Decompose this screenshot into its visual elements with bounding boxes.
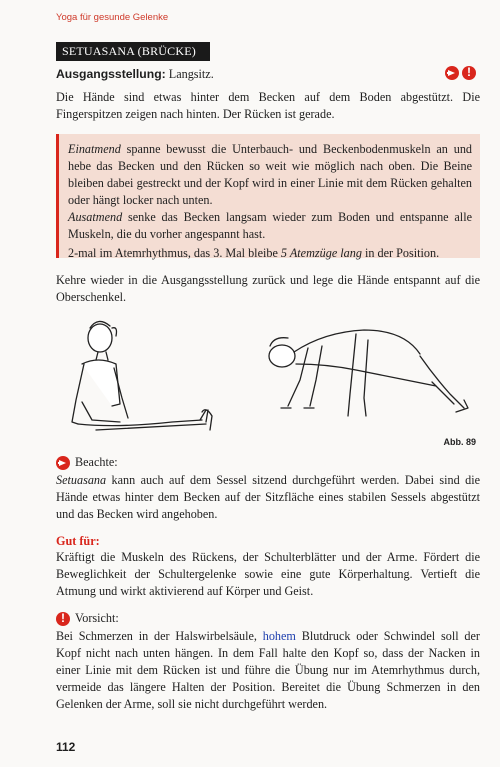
note-term: Setuasana — [56, 473, 107, 487]
inhale-text: spanne bewusst die Unterbauch- und Beckenbodenmuskeln an und hebe das Becken und den Rücken so weit wie möglich nach oben. Die Beine bleiben dabei gestreckt und der Kopf wird in einer Linie mit dem Rücken gehalten oder hängt locker nach unten. — [68, 142, 473, 207]
warning-icon — [56, 612, 70, 626]
caution-label: Vorsicht: — [75, 611, 119, 625]
page-number: 112 — [56, 740, 76, 754]
benefit-heading: Gut für: — [56, 534, 100, 548]
benefit-paragraph: Kräftigt die Muskeln des Rückens, der Schulterblätter und der Arme. Fördert die Beweglichkeit der Schultergelenke sowie eine gute Körperhaltung. Vertieft die Atmung und wirkt aktivierend auf Körper und Geist. — [56, 550, 480, 598]
caution-text-a: Bei Schmerzen in der Halswirbelsäule, — [56, 629, 257, 643]
seated-figure — [72, 321, 212, 430]
exhale-text: senke das Becken langsam wieder zum Boden und entspanne alle Muskeln, die du vorher angespannt hast. — [68, 210, 472, 241]
caution-text-b: Blutdruck oder Schwindel soll der Kopf nicht nach unten hängen. In dem Fall halte den Kopf so, dass der Nacken in einer Linie mit dem Rücken ist und führe die Übung nur im Atemrhythmus durch, vermeide das längere Halten der Position. Bereitet die Übung Schmerzen in den Gelenken der Arme, soll sie nicht durchgeführt werden. — [56, 629, 480, 711]
arrow-right-icon — [56, 456, 70, 470]
reps-end: in der Position. — [365, 246, 440, 260]
caution-heading — [56, 611, 119, 626]
warning-icon — [462, 66, 476, 80]
running-header: Yoga für gesunde Gelenke — [56, 12, 169, 23]
caution-paragraph — [56, 628, 480, 713]
starting-position-label: Ausgangsstellung: — [56, 67, 166, 81]
section-title: SETUASANA (BRÜCKE) — [56, 42, 210, 61]
exhale-label: Ausatmend — [68, 210, 123, 224]
instruction-box — [56, 134, 480, 258]
starting-position-value: Langsitz. — [168, 67, 214, 81]
note-paragraph — [56, 472, 480, 523]
reps-italic: 5 Atemzüge lang — [280, 246, 362, 260]
figure-caption: Abb. 89 — [443, 437, 476, 447]
return-paragraph: Kehre wieder in die Ausgangsstellung zurück und lege die Hände entspannt auf die Oberschenkel. — [56, 273, 480, 304]
bridge-pose-illustration — [56, 312, 480, 452]
repetitions-paragraph — [68, 245, 472, 262]
intro-paragraph: Die Hände sind etwas hinter dem Becken auf dem Boden abgestützt. Die Fingerspitzen zeigen nach hinten. Der Rücken ist gerade. — [56, 90, 480, 121]
caution-highlight: hohem — [262, 629, 296, 643]
inhale-paragraph — [68, 141, 472, 209]
inhale-label: Einatmend — [68, 142, 121, 156]
exhale-paragraph — [68, 209, 472, 243]
header-icons — [445, 66, 476, 80]
reps-text: 2-mal im Atemrhythmus, das 3. Mal bleibe — [68, 246, 278, 260]
note-heading — [56, 455, 118, 470]
note-label: Beachte: — [75, 455, 118, 469]
starting-position — [56, 67, 480, 82]
note-text: kann auch auf dem Sessel sitzend durchgeführt werden. Dabei sind die Hände etwas hinter dem Becken auf der Sitzfläche eines stabilen Sessels abgestützt und das Becken wird angehoben. — [56, 473, 481, 521]
bridge-figure — [269, 330, 468, 416]
arrow-right-icon — [445, 66, 459, 80]
